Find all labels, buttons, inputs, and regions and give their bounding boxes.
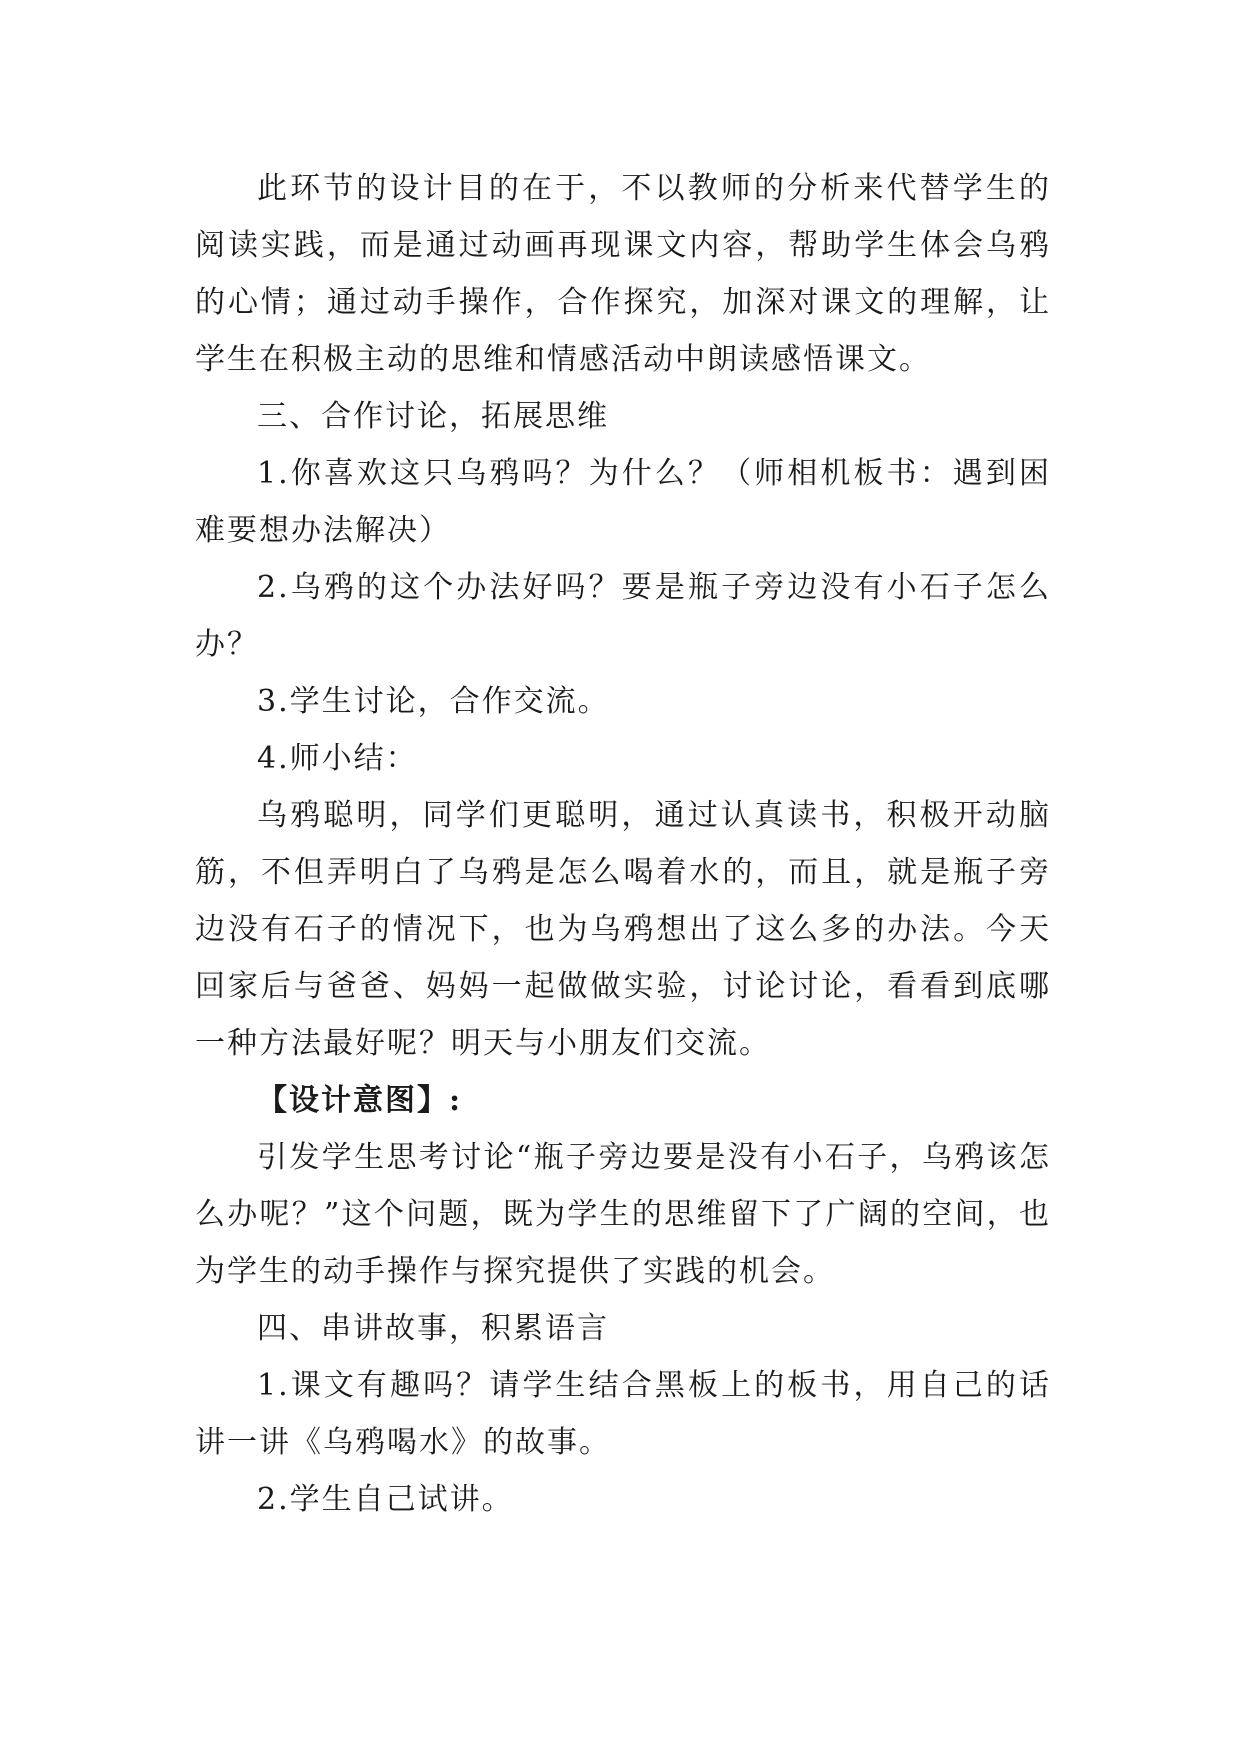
paragraph-summary: 乌鸦聪明，同学们更聪明，通过认真读书，积极开动脑筋，不但弄明白了乌鸦是怎么喝着水的，而且，就是瓶子旁边没有石子的情况下，也为乌鸦想出了这么多的办法。今天回家后与爸爸、妈妈一起做做实验，讨论讨论，看看到底哪一种方法最好呢？明天与小朋友们交流。	[195, 798, 1051, 1061]
list-item-1: 1.你喜欢这只乌鸦吗？为什么？（师相机板书：遇到困难要想办法解决）	[195, 456, 1051, 548]
list-item-5: 1.课文有趣吗？请学生结合黑板上的板书，用自己的话讲一讲《乌鸦喝水》的故事。	[195, 1368, 1051, 1460]
list-item-2: 2.乌鸦的这个办法好吗？要是瓶子旁边没有小石子怎么办？	[195, 570, 1051, 662]
paragraph-design-purpose: 此环节的设计目的在于，不以教师的分析来代替学生的阅读实践，而是通过动画再现课文内容，帮助学生体会乌鸦的心情；通过动手操作，合作探究，加深对课文的理解，让学生在积极主动的思维和情感活动中朗读感悟课文。	[195, 171, 1051, 377]
list-item-6: 2.学生自己试讲。	[257, 1482, 514, 1517]
list-item-4: 4.师小结：	[257, 741, 418, 776]
paragraph-design-intent: 引发学生思考讨论“瓶子旁边要是没有小石子，乌鸦该怎么办呢？”这个问题，既为学生的思维留下了广阔的空间，也为学生的动手操作与探究提供了实践的机会。	[195, 1140, 1051, 1289]
section-heading-4: 四、串讲故事，积累语言	[257, 1311, 609, 1346]
list-item-3: 3.学生讨论，合作交流。	[257, 684, 610, 719]
design-intent-heading: 【设计意图】:	[257, 1083, 463, 1118]
document-page	[195, 160, 1051, 1528]
section-heading-3: 三、合作讨论，拓展思维	[257, 399, 609, 434]
